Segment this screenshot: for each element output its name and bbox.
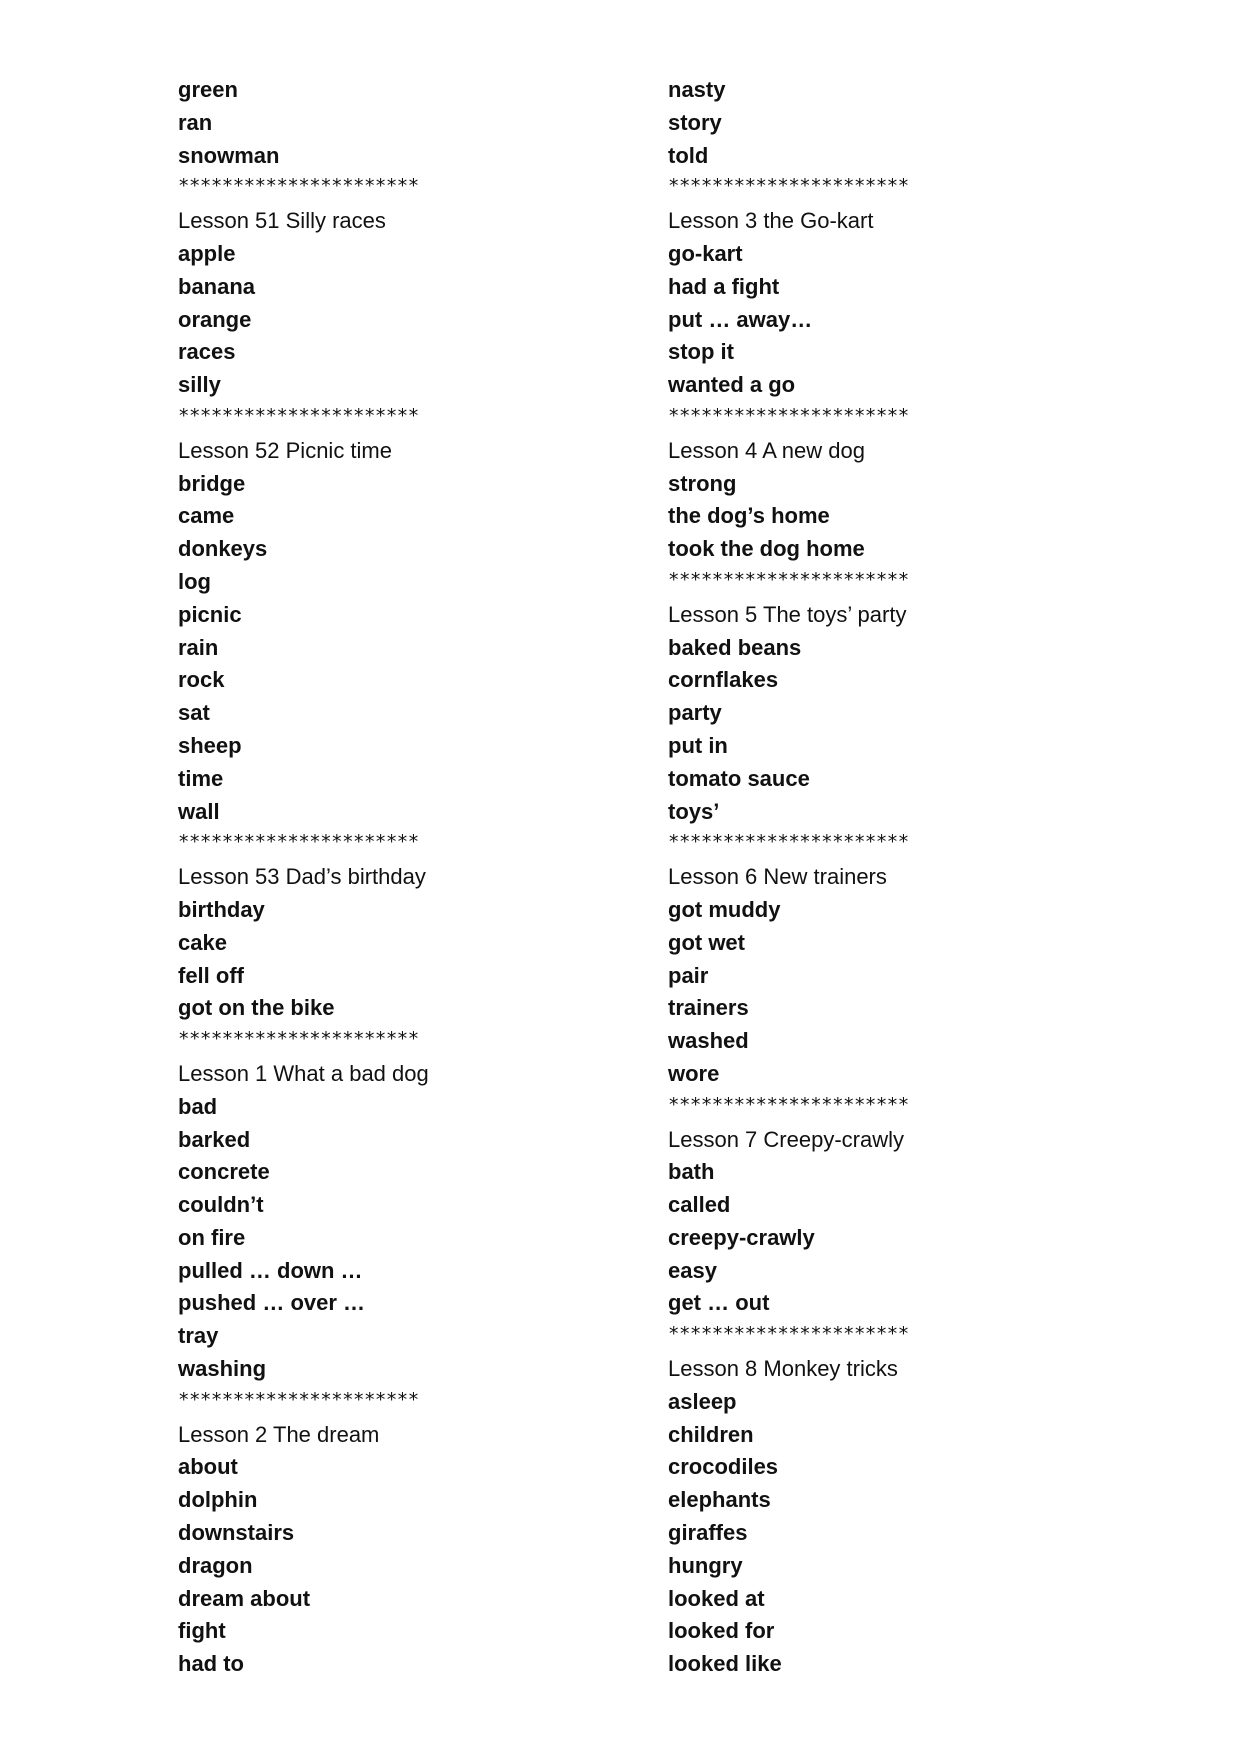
vocabulary-word: picnic: [178, 601, 242, 627]
vocabulary-word: silly: [178, 372, 221, 398]
right-column: [668, 74, 1088, 1681]
separator-line: **********************: [178, 831, 419, 854]
separator-line: **********************: [178, 1028, 419, 1051]
vocabulary-word: creepy-crawly: [668, 1224, 815, 1250]
vocabulary-word: story: [668, 109, 722, 135]
vocabulary-word: elephants: [668, 1487, 771, 1513]
lesson-heading: Lesson 52 Picnic time: [178, 437, 392, 463]
vocabulary-word: ran: [178, 109, 213, 135]
vocabulary-word: rock: [178, 667, 225, 693]
vocabulary-word: time: [178, 765, 224, 791]
vocabulary-word: strong: [668, 470, 737, 496]
vocabulary-word: wanted a go: [668, 372, 796, 398]
vocabulary-word: banana: [178, 273, 256, 299]
vocabulary-word: bad: [178, 1093, 218, 1119]
vocabulary-word: pulled … down …: [178, 1257, 363, 1283]
vocabulary-word: put in: [668, 732, 728, 758]
vocabulary-word: baked beans: [668, 634, 802, 660]
lesson-heading: Lesson 53 Dad’s birthday: [178, 864, 426, 890]
vocabulary-word: birthday: [178, 896, 265, 922]
vocabulary-word: stop it: [668, 339, 734, 365]
vocabulary-word: toys’: [668, 798, 720, 824]
separator-line: **********************: [178, 404, 419, 427]
separator-line: **********************: [668, 1093, 909, 1116]
lesson-heading: Lesson 3 the Go-kart: [668, 208, 874, 234]
vocabulary-word: told: [668, 142, 709, 168]
vocabulary-word: got wet: [668, 929, 745, 955]
vocabulary-word: get … out: [668, 1290, 770, 1316]
left-column: [178, 74, 598, 1681]
lesson-heading: Lesson 2 The dream: [178, 1421, 380, 1447]
lesson-heading: Lesson 51 Silly races: [178, 208, 386, 234]
lesson-heading: Lesson 6 New trainers: [668, 864, 887, 890]
vocabulary-word: dolphin: [178, 1487, 258, 1513]
vocabulary-word: fell off: [178, 962, 244, 988]
lesson-heading: Lesson 5 The toys’ party: [668, 601, 907, 627]
separator-line: **********************: [668, 831, 909, 854]
lesson-heading: Lesson 1 What a bad dog: [178, 1060, 429, 1086]
vocabulary-word: dragon: [178, 1552, 253, 1578]
vocabulary-word: go-kart: [668, 240, 743, 266]
vocabulary-word: easy: [668, 1257, 717, 1283]
vocabulary-word: put … away…: [668, 306, 813, 332]
vocabulary-word: got on the bike: [178, 995, 335, 1021]
vocabulary-word: took the dog home: [668, 536, 865, 562]
separator-line: **********************: [668, 1323, 909, 1346]
vocabulary-word: pushed … over …: [178, 1290, 366, 1316]
vocabulary-word: looked for: [668, 1618, 775, 1644]
vocabulary-word: pair: [668, 962, 709, 988]
vocabulary-word: had a fight: [668, 273, 780, 299]
vocabulary-word: couldn’t: [178, 1192, 264, 1218]
vocabulary-word: races: [178, 339, 236, 365]
vocabulary-word: green: [178, 77, 238, 102]
vocabulary-word: party: [668, 700, 722, 726]
vocabulary-word: about: [178, 1454, 238, 1480]
separator-line: **********************: [178, 1388, 419, 1411]
vocabulary-word: barked: [178, 1126, 251, 1152]
vocabulary-word: tomato sauce: [668, 765, 810, 791]
vocabulary-word: looked like: [668, 1651, 782, 1677]
vocabulary-word: washed: [668, 1028, 749, 1054]
vocabulary-word: on fire: [178, 1224, 246, 1250]
vocabulary-word: nasty: [668, 77, 726, 102]
vocabulary-word: tray: [178, 1323, 219, 1349]
separator-line: **********************: [178, 175, 419, 198]
lesson-heading: Lesson 7 Creepy-crawly: [668, 1126, 904, 1152]
vocabulary-word: log: [178, 568, 211, 594]
vocabulary-word: orange: [178, 306, 252, 332]
separator-line: **********************: [668, 404, 909, 427]
vocabulary-word: crocodiles: [668, 1454, 779, 1480]
vocabulary-word: snowman: [178, 142, 280, 168]
vocabulary-word: donkeys: [178, 536, 268, 562]
vocabulary-word: asleep: [668, 1388, 737, 1414]
vocabulary-word: dream about: [178, 1585, 311, 1611]
vocabulary-word: bridge: [178, 470, 246, 496]
vocabulary-word: had to: [178, 1651, 244, 1677]
vocabulary-word: got muddy: [668, 896, 781, 922]
vocabulary-word: cornflakes: [668, 667, 779, 693]
vocabulary-word: looked at: [668, 1585, 765, 1611]
vocabulary-word: children: [668, 1421, 754, 1447]
vocabulary-word: giraffes: [668, 1520, 748, 1546]
vocabulary-word: rain: [178, 634, 219, 660]
vocabulary-word: hungry: [668, 1552, 743, 1578]
vocabulary-word: sat: [178, 700, 210, 726]
vocabulary-word: called: [668, 1192, 731, 1218]
vocabulary-word: fight: [178, 1618, 226, 1644]
vocabulary-word: cake: [178, 929, 227, 955]
separator-line: **********************: [668, 175, 909, 198]
separator-line: **********************: [668, 568, 909, 591]
vocabulary-word: wore: [668, 1060, 720, 1086]
lesson-heading: Lesson 8 Monkey tricks: [668, 1356, 898, 1382]
vocabulary-word: washing: [178, 1356, 267, 1382]
lesson-heading: Lesson 4 A new dog: [668, 437, 865, 463]
vocabulary-word: came: [178, 503, 235, 529]
vocabulary-word: apple: [178, 240, 236, 266]
vocabulary-word: the dog’s home: [668, 503, 830, 529]
vocabulary-word: wall: [178, 798, 220, 824]
vocabulary-word: sheep: [178, 732, 242, 758]
vocabulary-word: trainers: [668, 995, 749, 1021]
vocabulary-word: downstairs: [178, 1520, 295, 1546]
vocabulary-word: concrete: [178, 1159, 270, 1185]
vocabulary-word: bath: [668, 1159, 715, 1185]
